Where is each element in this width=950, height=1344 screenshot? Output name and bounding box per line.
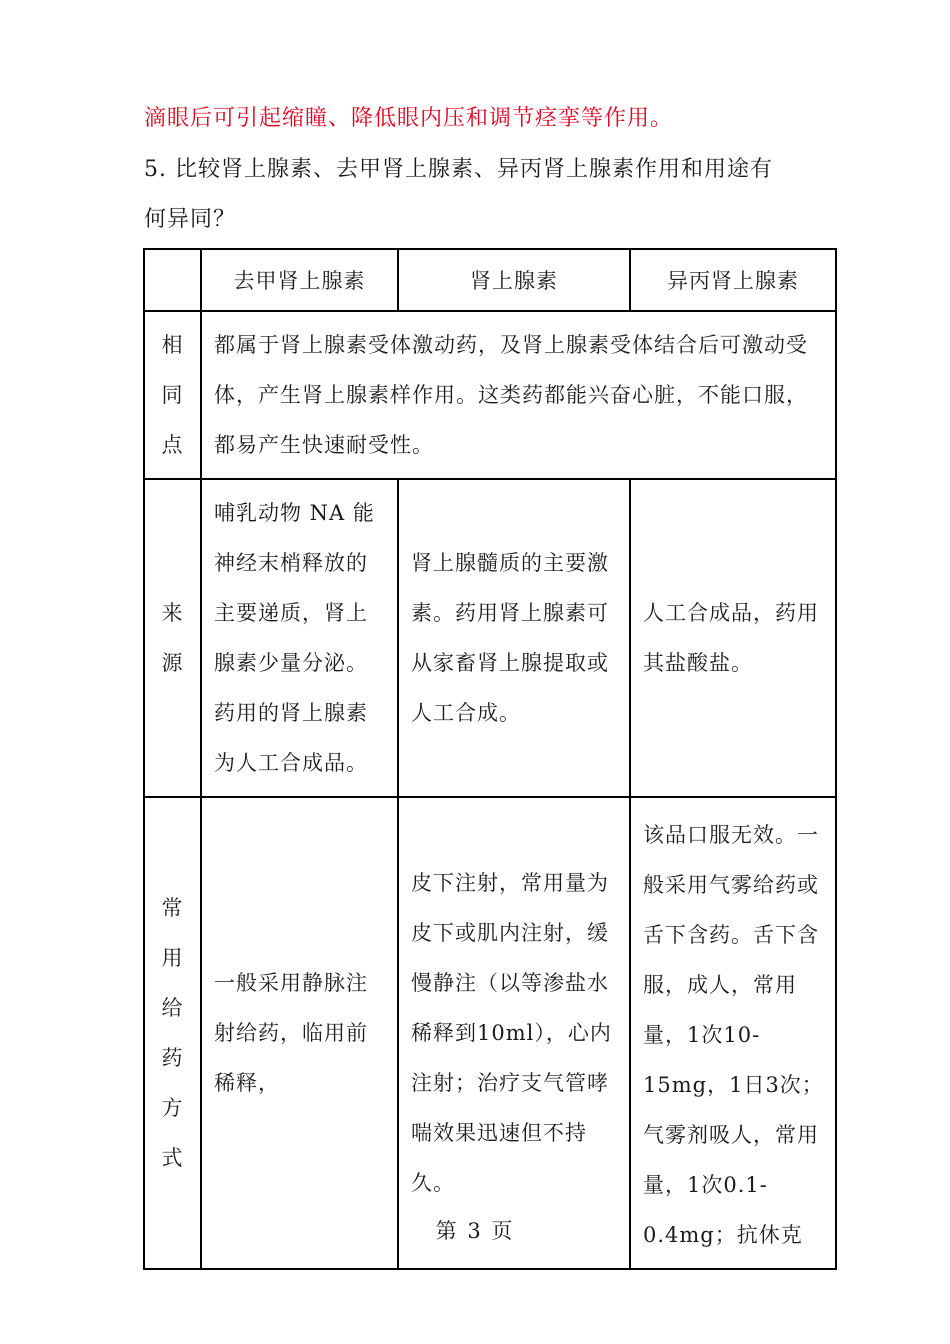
intro-line: 滴眼后可引起缩瞳、降低眼内压和调节痉挛等作用。 bbox=[144, 106, 674, 131]
header-empty-cell bbox=[144, 249, 201, 311]
table-row-administration bbox=[144, 797, 836, 1269]
row-label-char: 源 bbox=[161, 651, 184, 675]
row-label-char: 方 bbox=[161, 1096, 184, 1120]
admin-epinephrine: 皮下注射，常用量为皮下或肌内注射，缓慢静注（以等渗盐水稀释到10ml），心内注射；治疗支气管哮喘效果迅速但不持久。 bbox=[398, 797, 630, 1269]
source-isoprenaline: 人工合成品，药用其盐酸盐。 bbox=[630, 479, 836, 797]
row-label-char: 相 bbox=[161, 333, 184, 357]
question-line-1: 5. 比较肾上腺素、去甲肾上腺素、异丙肾上腺素作用和用途有 bbox=[144, 157, 773, 182]
row-label-similarities bbox=[144, 311, 201, 479]
page-number: 第 3 页 bbox=[435, 1219, 515, 1243]
similarities-text: 都属于肾上腺素受体激动药，及肾上腺素受体结合后可激动受体，产生肾上腺素样作用。这类药都能兴奋心脏，不能口服，都易产生快速耐受性。 bbox=[201, 311, 836, 479]
row-label-char: 点 bbox=[161, 433, 184, 457]
row-label-char: 同 bbox=[161, 383, 184, 407]
row-label-source bbox=[144, 479, 201, 797]
row-label-char: 药 bbox=[161, 1046, 184, 1070]
comparison-table bbox=[143, 248, 837, 1270]
row-label-administration bbox=[144, 797, 201, 1269]
row-label-char: 式 bbox=[161, 1146, 184, 1170]
source-epinephrine: 肾上腺髓质的主要激素。药用肾上腺素可从家畜肾上腺提取或人工合成。 bbox=[398, 479, 630, 797]
row-label-char: 用 bbox=[161, 946, 184, 970]
table-header-row bbox=[144, 249, 836, 311]
table-row-source bbox=[144, 479, 836, 797]
source-norepinephrine: 哺乳动物 NA 能神经末梢释放的主要递质，肾上腺素少量分泌。药用的肾上腺素为人工合成品。 bbox=[201, 479, 398, 797]
header-norepinephrine: 去甲肾上腺素 bbox=[201, 249, 398, 311]
question-line-2: 何异同？ bbox=[144, 207, 237, 232]
header-isoprenaline: 异丙肾上腺素 bbox=[630, 249, 836, 311]
table-row-similarities bbox=[144, 311, 836, 479]
header-epinephrine: 肾上腺素 bbox=[398, 249, 630, 311]
row-label-char: 来 bbox=[161, 601, 184, 625]
admin-norepinephrine: 一般采用静脉注射给药，临用前稀释， bbox=[201, 797, 398, 1269]
row-label-char: 常 bbox=[161, 896, 184, 920]
admin-isoprenaline: 该品口服无效。一般采用气雾给药或舌下含药。舌下含服，成人，常用量，1次10-15mg，1日3次；气雾剂吸人，常用量，1次0.1-0.4mg；抗休克 bbox=[630, 797, 836, 1269]
row-label-char: 给 bbox=[161, 996, 184, 1020]
